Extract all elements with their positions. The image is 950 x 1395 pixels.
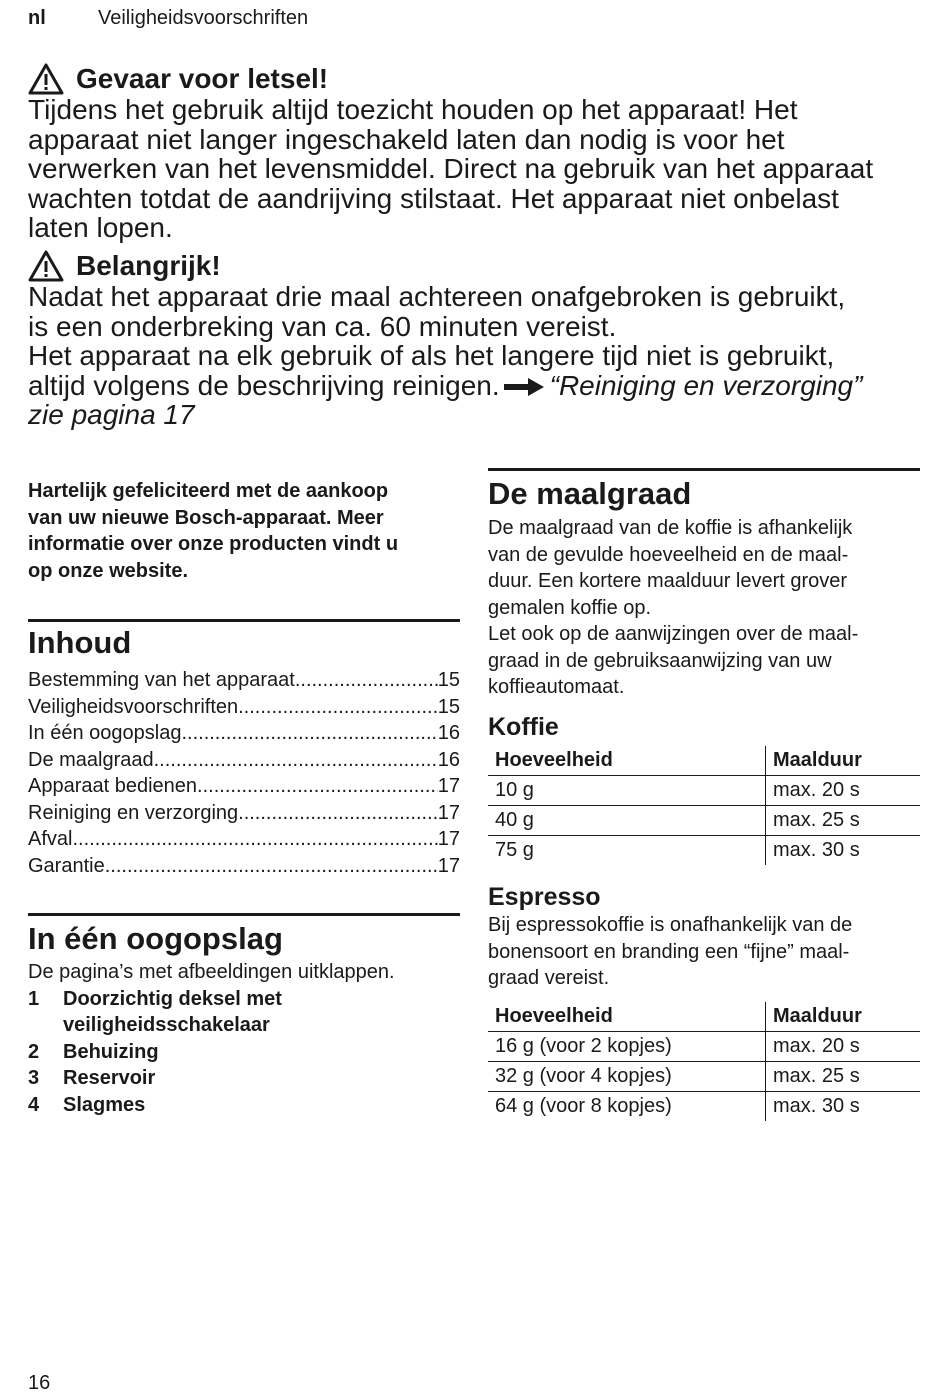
toc-entry-page: 17: [437, 854, 460, 877]
table-cell: max. 20 s: [766, 1031, 921, 1061]
espresso-line: bonensoort en branding een “fijne” maal-: [488, 940, 850, 963]
toc-leader-dots: [295, 667, 438, 694]
table-header-cell: Hoeveelheid: [488, 1002, 766, 1032]
toc-entry-page: 16: [437, 748, 460, 771]
intro-line: informatie over onze producten vindt u: [28, 533, 399, 555]
list-item-text: Slagmes: [63, 1093, 146, 1116]
table-row: [488, 836, 920, 866]
cross-reference-link[interactable]: “Reiniging en verzorging”: [549, 369, 863, 401]
grind-line: koffieautomaat.: [488, 676, 625, 698]
toc-entry-page: 17: [437, 801, 460, 824]
list-item: [28, 986, 460, 1013]
table-cell: max. 30 s: [773, 1094, 860, 1117]
injury-warning-line: laten lopen.: [28, 212, 173, 243]
grind-line: Let ook op de aanwijzingen over de maal-: [488, 623, 859, 645]
language-code: nl: [28, 7, 46, 29]
table-row: [488, 806, 920, 836]
table-cell: 64 g (voor 8 kopjes): [488, 1091, 766, 1121]
toc-entry[interactable]: [28, 720, 460, 747]
coffee-table: [488, 746, 920, 865]
list-item-continuation: [28, 1012, 460, 1039]
coffee-section: [488, 712, 920, 865]
list-item-number: 1: [28, 987, 40, 1010]
list-item-text: Behuizing: [63, 1040, 159, 1063]
toc-entry-page: 15: [437, 669, 460, 691]
grind-line: graad in de gebruiksaanwijzing van uw: [488, 649, 832, 672]
toc-entry-label: Garantie: [28, 854, 105, 877]
toc-entry[interactable]: [28, 853, 460, 880]
injury-warning-line: wachten totdat de aandrijving stilstaat. Het apparaat niet onbelast: [28, 182, 839, 214]
important-title: Belangrijk!: [76, 250, 221, 281]
toc-leader-dots: [238, 800, 438, 827]
toc-leader-dots: [238, 694, 438, 721]
running-header-title: Veiligheidsvoorschriften: [98, 7, 309, 29]
table-cell: 16 g (voor 2 kopjes): [488, 1031, 766, 1061]
overview-text: De pagina’s met afbeeldingen uitklappen.: [28, 961, 395, 983]
table-cell: 10 g: [488, 776, 766, 806]
toc-entry-label: De maalgraad: [28, 748, 154, 771]
injury-warning-heading: [28, 63, 928, 95]
toc-leader-dots: [181, 720, 437, 747]
table-cell: max. 25 s: [766, 806, 921, 836]
toc-entry[interactable]: [28, 826, 460, 853]
table-row: [488, 1061, 920, 1091]
espresso-table: [488, 1002, 920, 1121]
toc-entry-label: Reiniging en verzorging: [28, 801, 239, 824]
table-row: [488, 776, 920, 806]
toc-leader-dots: [72, 826, 437, 853]
list-item-text: veiligheidsschakelaar: [63, 1014, 270, 1036]
grind-section: [488, 477, 920, 701]
toc-entry[interactable]: [28, 773, 460, 800]
important-line: altijd volgens de beschrijving reinigen.: [28, 369, 500, 401]
toc-entry-label: Veiligheidsvoorschriften: [28, 695, 239, 718]
important-line-with-reference: [28, 371, 928, 401]
intro-line: van uw nieuwe Bosch-apparaat. Meer: [28, 506, 384, 529]
injury-warning-line: apparaat niet langer ingeschakeld laten dan nodig is voor het: [28, 123, 785, 155]
list-item: [28, 1065, 460, 1092]
table-header-cell: Maalduur: [766, 746, 921, 776]
table-cell: max. 30 s: [773, 839, 860, 861]
page-number: 16: [28, 1372, 51, 1394]
toc-leader-dots: [197, 773, 438, 800]
intro-paragraph: [28, 478, 460, 584]
grind-line: De maalgraad van de koffie is afhankelijk: [488, 517, 853, 539]
table-row: [488, 1091, 920, 1121]
table-cell: max. 20 s: [766, 776, 921, 806]
overview-divider: [28, 913, 460, 916]
table-cell: 32 g (voor 4 kopjes): [488, 1061, 766, 1091]
table-header-cell: Hoeveelheid: [488, 746, 766, 776]
grind-title: De maalgraad: [488, 476, 692, 511]
intro-line: op onze website.: [28, 559, 189, 582]
espresso-line: Bij espressokoffie is onafhankelijk van de: [488, 914, 853, 936]
list-item: [28, 1092, 460, 1119]
toc-divider: [28, 619, 460, 622]
toc-leader-dots: [154, 747, 438, 774]
injury-warning-title: Gevaar voor letsel!: [76, 63, 329, 94]
table-cell: 75 g: [488, 836, 766, 866]
table-header-row: [488, 746, 920, 776]
warning-triangle-icon: [28, 63, 64, 95]
toc-entry-label: Afval: [28, 828, 73, 850]
overview-section: [28, 922, 460, 1118]
espresso-title: Espresso: [488, 883, 601, 911]
list-item: [28, 1039, 460, 1066]
table-header-cell: Maalduur: [766, 1002, 921, 1032]
list-item-number: 4: [28, 1093, 40, 1116]
grind-line: van de gevulde hoeveelheid en de maal-: [488, 543, 849, 566]
table-cell: 40 g: [488, 806, 766, 836]
toc-entry-label: Bestemming van het apparaat: [28, 669, 295, 691]
cross-reference-page[interactable]: zie pagina 17: [28, 399, 195, 430]
important-line: Nadat het apparaat drie maal achtereen onafgebroken is gebruikt,: [28, 281, 846, 312]
grind-divider: [488, 468, 920, 471]
espresso-section: [488, 882, 920, 1121]
important-line: is een onderbreking van ca. 60 minuten vereist.: [28, 310, 617, 342]
table-cell: max. 25 s: [766, 1061, 921, 1091]
toc-entry[interactable]: [28, 800, 460, 827]
important-heading: [28, 250, 928, 282]
table-header-row: [488, 1002, 920, 1032]
toc-entry-page: 16: [437, 722, 460, 744]
table-row: [488, 1031, 920, 1061]
table-of-contents: [28, 626, 460, 879]
toc-leader-dots: [105, 853, 438, 880]
list-item-number: 3: [28, 1067, 40, 1089]
coffee-title: Koffie: [488, 713, 559, 741]
toc-entry-page: 17: [437, 828, 460, 850]
list-item-text: Reservoir: [63, 1067, 156, 1089]
toc-entry[interactable]: [28, 667, 460, 694]
overview-title: In één oogopslag: [28, 921, 283, 956]
toc-entry-page: 17: [437, 775, 460, 797]
toc-entry-label: In één oogopslag: [28, 722, 182, 744]
toc-entry[interactable]: [28, 747, 460, 774]
list-item-text: Doorzichtig deksel met: [63, 987, 282, 1010]
arrow-right-icon: [504, 378, 544, 396]
intro-line: Hartelijk gefeliciteerd met de aankoop: [28, 480, 389, 502]
list-item-number: 2: [28, 1040, 40, 1063]
important-line: Het apparaat na elk gebruik of als het langere tijd niet is gebruikt,: [28, 340, 835, 371]
grind-line: gemalen koffie op.: [488, 596, 652, 619]
injury-warning: [28, 63, 928, 243]
toc-entry[interactable]: [28, 694, 460, 721]
important-notice: [28, 250, 928, 430]
espresso-line: graad vereist.: [488, 967, 610, 989]
grind-line: duur. Een kortere maalduur levert grover: [488, 570, 848, 592]
toc-title: Inhoud: [28, 625, 132, 660]
toc-entry-page: 15: [437, 695, 460, 718]
injury-warning-line: Tijdens het gebruik altijd toezicht houden op het apparaat! Het: [28, 94, 798, 125]
toc-entry-label: Apparaat bedienen: [28, 775, 198, 797]
warning-triangle-icon: [28, 250, 64, 282]
injury-warning-line: verwerken van het levensmiddel. Direct na gebruik van het apparaat: [28, 153, 874, 184]
